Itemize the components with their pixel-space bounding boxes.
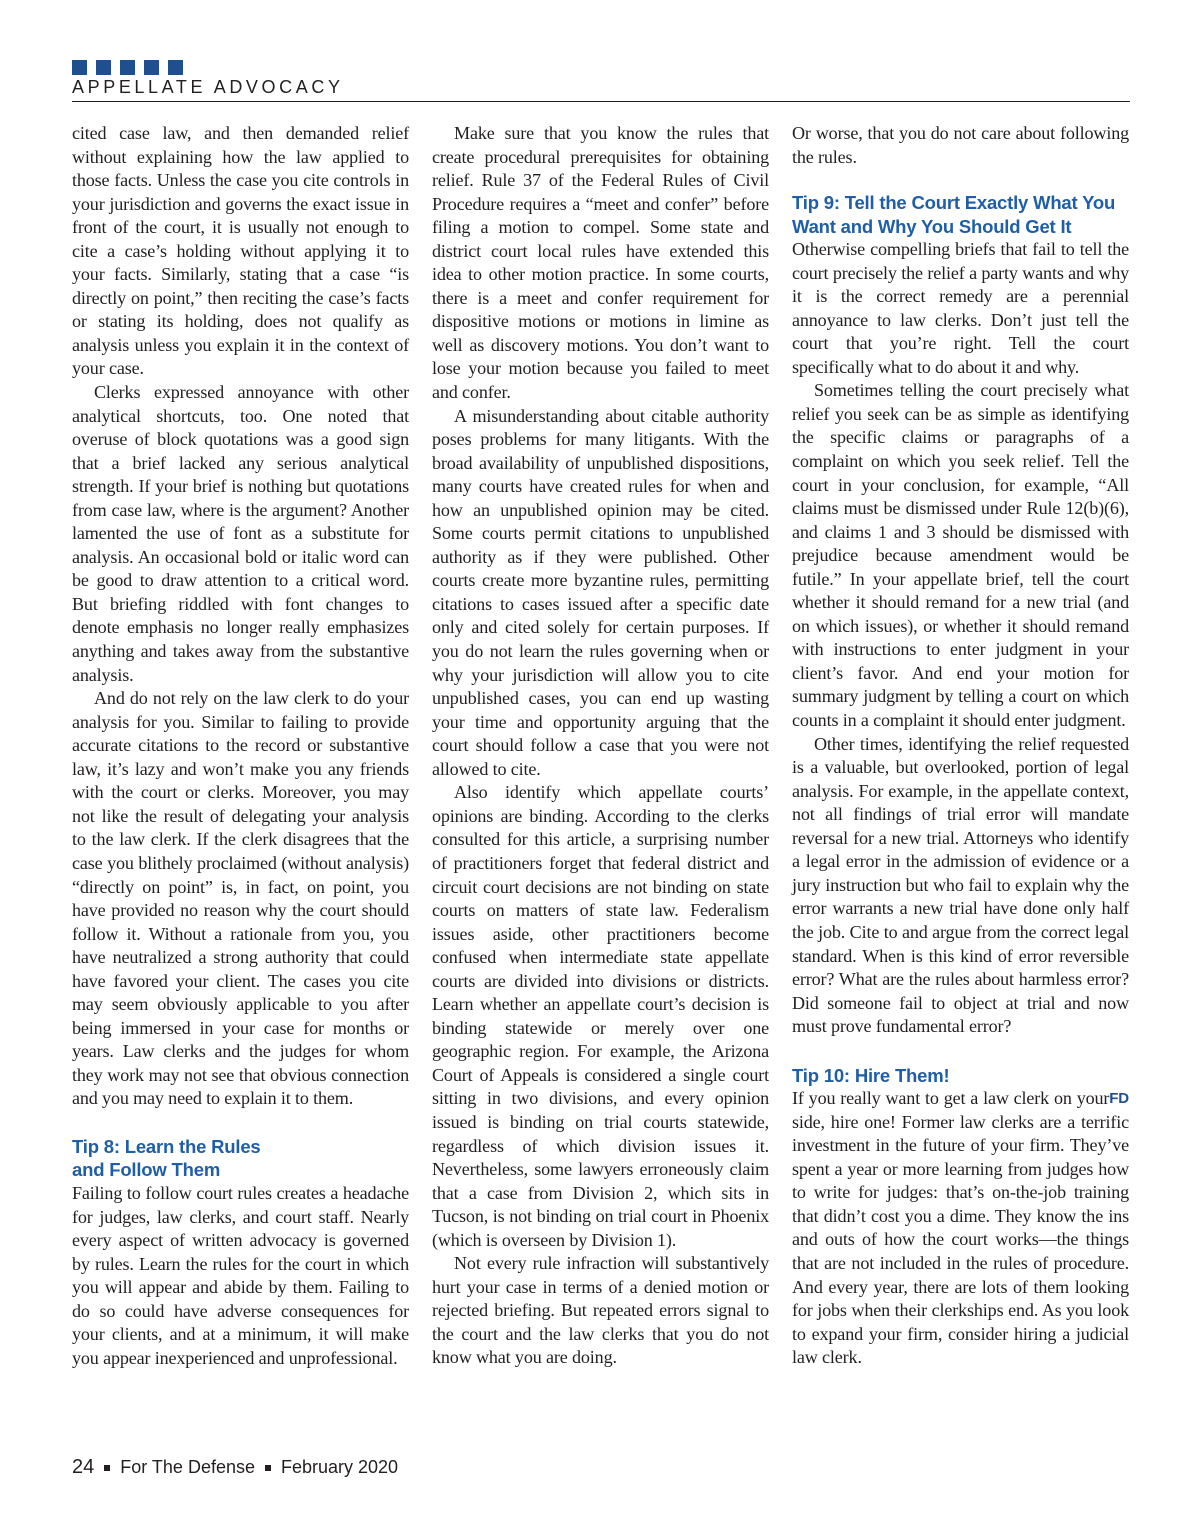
paragraph-text: If you really want to get a law clerk on your side, hire one! Former law clerks are a terrific investment in the future of your firm. They’ve spent a year or more learning from judges how to write for judges: that’s on-the-job training that didn’t cost you a dime. They know the ins and outs of how the court works—the things that are not included in the rules of procedure. And every year, there are lots of them looking for jobs when their clerkships end. As you look to expand your firm, consider hiring a judicial law clerk. xyxy=(792,1088,1129,1368)
heading-line: and Follow Them xyxy=(72,1159,221,1181)
paragraph: Sometimes telling the court precisely what relief you seek can be as simple as identifying the specific claims or paragraphs of a complaint on which you seek relief. Tell the court in your conclusion, for example, “All claims must be dismissed under Rule 12(b)(6), and claims 1 and 3 should be dismissed with prejudice because amendment would be futile.” In your appellate brief, tell the court whether it should remand for a new trial (and on which issues), or whether it should remand with instructions to enter judgment in your client’s favor. And end your motion for summary judgment by telling a court on which counts in a complaint it should enter judgment. xyxy=(792,380,1129,731)
header-square xyxy=(144,60,159,75)
tip-8-heading xyxy=(72,1135,409,1182)
bullet-separator xyxy=(104,1465,110,1471)
paragraph: Not every rule infraction will substantively hurt your case in terms of a denied motion or rejected briefing. But repeated errors signal to the court and the law clerks that you do not know what you are doing. xyxy=(432,1253,769,1368)
article-column-1 xyxy=(72,122,409,1370)
paragraph: And do not rely on the law clerk to do your analysis for you. Similar to failing to provide accurate citations to the record or substantive law, it’s lazy and won’t make you any friends with the court or clerks. Moreover, you may not like the result of delegating your analysis to the law clerk. If the clerk disagrees that the case you blithely proclaimed (without analysis) “directly on point” is, in fact, on point, you have provided no reason why the court should follow it. Without a rationale from you, you have neutralized a strong authority that could have favored your client. The cases you cite may seem obviously applicable to you after being immersed in your case for months or years. Law clerks and the judges for whom they work may not see that obvious connection and you may need to explain it to them. xyxy=(72,688,409,1109)
header-decoration xyxy=(72,60,183,75)
paragraph: Clerks expressed annoyance with other analytical shortcuts, too. One noted that overuse of block quotations was a good sign that a brief lacked any serious analytical strength. If your brief is nothing but quotations from case law, where is the argument? Another lamented the use of font as a substitute for analysis. An occasional bold or italic word can be good to draw attention to a critical word. But briefing riddled with font changes to denote emphasis no longer really emphasizes anything and takes away from the substantive analysis. xyxy=(72,382,409,685)
heading-line: Want and Why You Should Get It xyxy=(792,215,1072,237)
paragraph: Otherwise compelling briefs that fail to tell the court precisely the relief a party wants and why it is the correct remedy are a perennial annoyance to law clerks. Don’t just tell the court that you’re right. Tell the court specifically what to do about it and why. xyxy=(792,239,1129,377)
page-number: 24 xyxy=(72,1456,95,1478)
heading-line: Tip 9: Tell the Court Exactly What You xyxy=(792,192,1116,214)
paragraph: Or worse, that you do not care about following the rules. xyxy=(792,123,1129,167)
final-paragraph xyxy=(792,1087,1129,1370)
end-of-article-icon: FD xyxy=(1109,1090,1129,1108)
section-title: APPELLATE ADVOCACY xyxy=(72,77,344,97)
header-square xyxy=(96,60,111,75)
page-footer xyxy=(72,1456,398,1479)
paragraph: A misunderstanding about citable authority poses problems for many litigants. With the broad availability of unpublished dispositions, many courts have created rules for when and how an unpublished opinion may be cited. Some courts permit citations to unpublished authority as if they were published. Other courts create more byzantine rules, permitting citations to cases issued after a specific date only and cited solely for certain purposes. If you do not learn the rules governing when or why your jurisdiction will allow you to cite unpublished cases, you can end up wasting your time and opportunity arguing that the court should follow a case that you were not allowed to cite. xyxy=(432,405,769,779)
tip-9-heading xyxy=(792,191,1129,238)
article-column-2 xyxy=(432,122,769,1370)
header-square xyxy=(72,60,87,75)
issue-date: February 2020 xyxy=(281,1457,399,1477)
paragraph: Failing to follow court rules creates a headache for judges, law clerks, and court staff. Nearly every aspect of written advocacy is governed by rules. Learn the rules for the court in which you will appear and abide by them. Failing to do so could have adverse consequences for your clients, and at a minimum, it will make you appear inexperienced and unprofessional. xyxy=(72,1182,409,1368)
paragraph: Make sure that you know the rules that create procedural prerequisites for obtaining relief. Rule 37 of the Federal Rules of Civil Procedure requires a “meet and confer” before filing a motion to compel. Some state and district court local rules have extended this idea to other motion practice. In some courts, there is a meet and confer requirement for dispositive motions or motions in limine as well as discovery motions. You don’t want to lose your motion because you failed to meet and confer. xyxy=(432,123,769,403)
publication-name: For The Defense xyxy=(120,1457,255,1477)
tip-10-heading: Tip 10: Hire Them! xyxy=(792,1064,950,1086)
header-square xyxy=(168,60,183,75)
paragraph: Also identify which appellate courts’ opinions are binding. According to the clerks consulted for this article, a surprising number of practitioners forget that federal district and circuit court decisions are not binding on state courts on matters of state law. Federalism issues aside, other practitioners become confused when intermediate state appellate courts are divided into divisions or districts. Learn whether an appellate court’s decision is binding statewide or merely over one geographic region. For example, the Arizona Court of Appeals is considered a single court sitting in two divisions, and every opinion issued is binding on trial courts statewide, regardless of which division issues it. Nevertheless, some lawyers erroneously claim that a case from Division 2, which sits in Tucson, is not binding on trial court in Phoenix (which is overseen by Division 1). xyxy=(432,782,769,1250)
bullet-separator xyxy=(265,1465,271,1471)
header-divider xyxy=(72,101,1130,102)
article-column-3 xyxy=(792,122,1129,1370)
paragraph: Other times, identifying the relief requested is a valuable, but overlooked, portion of legal analysis. For example, in the appellate context, not all findings of trial error will mandate reversal for a new trial. Attorneys who identify a legal error in the admission of evidence or a jury instruction but who fail to explain why the error warrants a new trial have done only half the job. Cite to and argue from the correct legal standard. When is this kind of error reversible error? What are the rules about harmless error? Did someone fail to object at trial and now must prove fundamental error? xyxy=(792,733,1129,1037)
paragraph: cited case law, and then demanded relief without explaining how the law applied to those facts. Unless the case you cite controls in your jurisdiction and governs the exact issue in front of the court, it is usually not enough to cite a case’s holding without applying it to your facts. Similarly, stating that a case “is directly on point,” then reciting the case’s facts or stating its holding, does not qualify as analysis unless you explain it in the context of your case. xyxy=(72,123,409,379)
heading-line: Tip 8: Learn the Rules xyxy=(72,1135,261,1157)
header-square xyxy=(120,60,135,75)
